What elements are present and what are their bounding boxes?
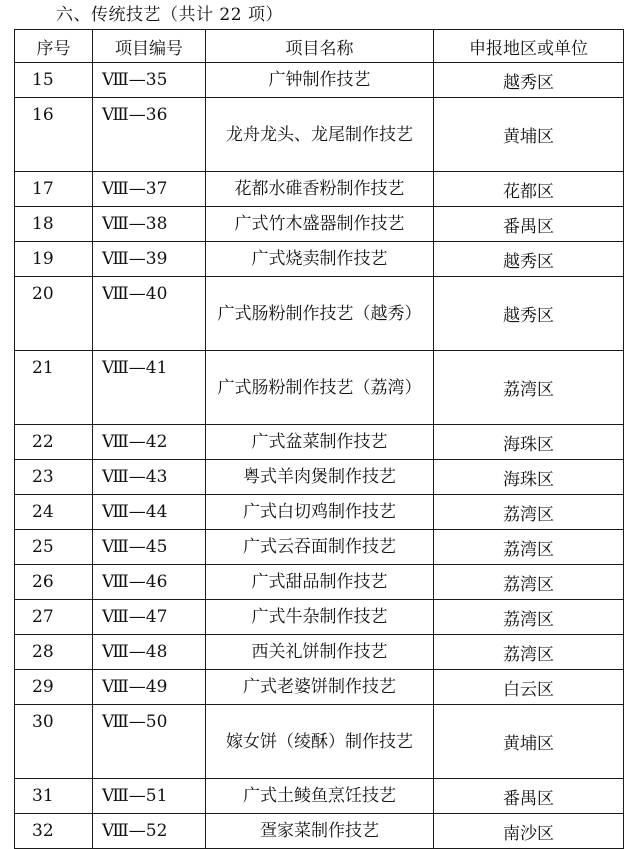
cell-name: 广式肠粉制作技艺（荔湾） [206, 351, 434, 425]
table-row [15, 670, 624, 705]
cell-seq: 15 [15, 63, 93, 98]
header-area: 申报地区或单位 [434, 30, 624, 63]
cell-seq: 22 [15, 425, 93, 460]
table-row [15, 425, 624, 460]
cell-name: 广式甜品制作技艺 [206, 565, 434, 600]
header-seq: 序号 [15, 30, 93, 63]
cell-name: 广钟制作技艺 [206, 63, 434, 98]
cell-code: Ⅷ—47 [93, 600, 206, 635]
cell-seq: 32 [15, 814, 93, 849]
cell-code: Ⅷ—49 [93, 670, 206, 705]
cell-code: Ⅷ—46 [93, 565, 206, 600]
cell-code: Ⅷ—35 [93, 63, 206, 98]
section-title: 六、传统技艺（共计 22 项） [56, 5, 283, 25]
cell-code: Ⅷ—48 [93, 635, 206, 670]
cell-area: 越秀区 [434, 63, 624, 98]
cell-name: 广式烧卖制作技艺 [206, 242, 434, 277]
cell-area: 荔湾区 [434, 635, 624, 670]
cell-area: 荔湾区 [434, 351, 624, 425]
cell-area: 越秀区 [434, 277, 624, 351]
cell-code: Ⅷ—37 [93, 172, 206, 207]
cell-seq: 17 [15, 172, 93, 207]
cell-name: 广式老婆饼制作技艺 [206, 670, 434, 705]
cell-area: 黄埔区 [434, 705, 624, 779]
cell-seq: 30 [15, 705, 93, 779]
table-row [15, 635, 624, 670]
cell-area: 南沙区 [434, 814, 624, 849]
cell-area: 越秀区 [434, 242, 624, 277]
table-row [15, 460, 624, 495]
cell-seq: 19 [15, 242, 93, 277]
heritage-table [14, 29, 624, 849]
cell-seq: 23 [15, 460, 93, 495]
cell-code: Ⅷ—45 [93, 530, 206, 565]
cell-area: 番禺区 [434, 207, 624, 242]
cell-area: 黄埔区 [434, 98, 624, 172]
cell-area: 荔湾区 [434, 565, 624, 600]
cell-code: Ⅷ—41 [93, 351, 206, 425]
cell-seq: 28 [15, 635, 93, 670]
cell-seq: 26 [15, 565, 93, 600]
header-code: 项目编号 [93, 30, 206, 63]
cell-code: Ⅷ—44 [93, 495, 206, 530]
cell-area: 荔湾区 [434, 600, 624, 635]
cell-name: 广式肠粉制作技艺（越秀） [206, 277, 434, 351]
cell-name: 粤式羊肉煲制作技艺 [206, 460, 434, 495]
table-row [15, 814, 624, 849]
cell-name: 广式土鲮鱼烹饪技艺 [206, 779, 434, 814]
cell-seq: 24 [15, 495, 93, 530]
cell-name: 广式云吞面制作技艺 [206, 530, 434, 565]
cell-code: Ⅷ—39 [93, 242, 206, 277]
cell-name: 花都水碓香粉制作技艺 [206, 172, 434, 207]
cell-area: 荔湾区 [434, 530, 624, 565]
cell-area: 白云区 [434, 670, 624, 705]
table-row [15, 565, 624, 600]
table-row [15, 63, 624, 98]
cell-name: 广式牛杂制作技艺 [206, 600, 434, 635]
table-row [15, 600, 624, 635]
cell-code: Ⅷ—43 [93, 460, 206, 495]
table-row [15, 242, 624, 277]
cell-code: Ⅷ—52 [93, 814, 206, 849]
cell-code: Ⅷ—51 [93, 779, 206, 814]
cell-seq: 31 [15, 779, 93, 814]
cell-name: 广式盆菜制作技艺 [206, 425, 434, 460]
cell-area: 海珠区 [434, 425, 624, 460]
cell-name: 嫁女饼（绫酥）制作技艺 [206, 705, 434, 779]
cell-code: Ⅷ—42 [93, 425, 206, 460]
table-row [15, 277, 624, 351]
table-row [15, 351, 624, 425]
cell-seq: 20 [15, 277, 93, 351]
cell-seq: 25 [15, 530, 93, 565]
header-name: 项目名称 [206, 30, 434, 63]
table-row [15, 207, 624, 242]
cell-area: 荔湾区 [434, 495, 624, 530]
cell-area: 番禺区 [434, 779, 624, 814]
table-row [15, 98, 624, 172]
cell-seq: 18 [15, 207, 93, 242]
cell-area: 花都区 [434, 172, 624, 207]
cell-seq: 16 [15, 98, 93, 172]
cell-name: 广式竹木盛器制作技艺 [206, 207, 434, 242]
table-row [15, 705, 624, 779]
table-row [15, 495, 624, 530]
table-header-row [15, 30, 624, 63]
cell-name: 疍家菜制作技艺 [206, 814, 434, 849]
cell-seq: 21 [15, 351, 93, 425]
cell-area: 海珠区 [434, 460, 624, 495]
table-row [15, 779, 624, 814]
cell-name: 龙舟龙头、龙尾制作技艺 [206, 98, 434, 172]
cell-seq: 27 [15, 600, 93, 635]
cell-name: 广式白切鸡制作技艺 [206, 495, 434, 530]
cell-code: Ⅷ—40 [93, 277, 206, 351]
cell-code: Ⅷ—36 [93, 98, 206, 172]
cell-code: Ⅷ—38 [93, 207, 206, 242]
cell-seq: 29 [15, 670, 93, 705]
table-row [15, 530, 624, 565]
cell-name: 西关礼饼制作技艺 [206, 635, 434, 670]
table-row [15, 172, 624, 207]
cell-code: Ⅷ—50 [93, 705, 206, 779]
